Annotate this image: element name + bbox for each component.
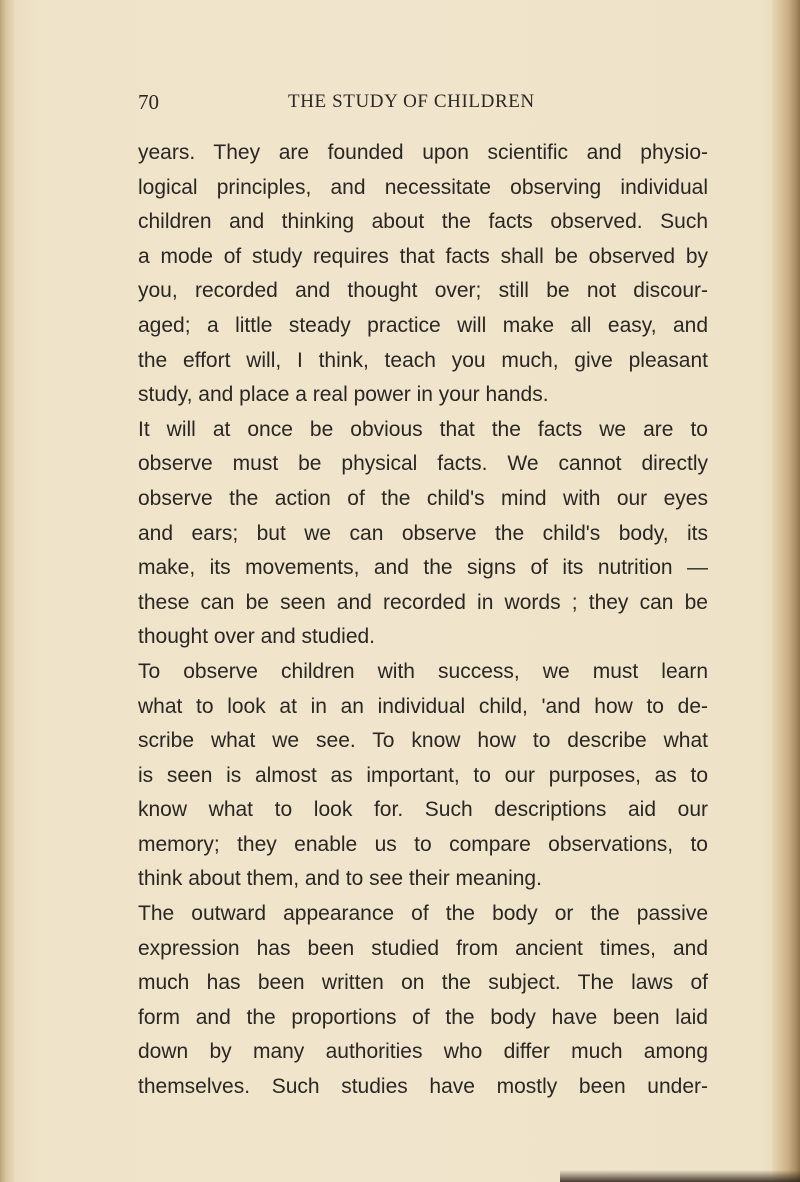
text-line: The outward appearance of the body or the passive (138, 902, 708, 926)
page-right-edge (772, 0, 800, 1182)
text-line: and ears; but we can observe the child's body, its (138, 521, 708, 545)
text-line: study, and place a real power in your hands. (138, 383, 549, 407)
text-line: is seen is almost as important, to our purposes, as to (138, 763, 708, 787)
text-line: much has been written on the subject. The laws of (138, 971, 708, 995)
text-line: form and the proportions of the body have been laid (138, 1005, 708, 1029)
page-number: 70 (138, 90, 159, 114)
text-line: thought over and studied. (138, 625, 376, 649)
text-line: make, its movements, and the signs of its nutrition — (138, 556, 708, 580)
text-line: these can be seen and recorded in words ; they can be (138, 590, 708, 614)
page-header (138, 88, 706, 116)
text-line: know what to look for. Such descriptions aid our (138, 798, 708, 822)
page-left-edge (0, 0, 14, 1182)
text-line: what to look at in an individual child, 'and how to de- (138, 694, 708, 718)
text-line: a mode of study requires that facts shall be observed by (138, 244, 708, 268)
text-line: observe must be physical facts. We cannot directly (138, 452, 708, 476)
text-line: observe the action of the child's mind with our eyes (138, 486, 708, 510)
running-title: THE STUDY OF CHILDREN (288, 91, 535, 112)
text-line: logical principles, and necessitate observing individual (138, 175, 708, 199)
text-line: years. They are founded upon scientific and physio- (138, 141, 708, 164)
text-line: think about them, and to see their meaning. (138, 867, 542, 891)
text-line: aged; a little steady practice will make all easy, and (138, 313, 708, 337)
text-line: scribe what we see. To know how to describe what (138, 729, 708, 753)
text-line: children and thinking about the facts observed. Such (138, 210, 708, 234)
text-line: expression has been studied from ancient times, and (138, 936, 708, 960)
text-line: To observe children with success, we must learn (138, 659, 708, 683)
text-line: themselves. Such studies have mostly been under- (138, 1075, 708, 1099)
text-line: the effort will, I think, teach you much, give pleasant (138, 348, 708, 372)
text-line: you, recorded and thought over; still be not discour- (138, 279, 708, 303)
text-line: down by many authorities who differ much among (138, 1040, 708, 1064)
text-line: memory; they enable us to compare observations, to (138, 832, 708, 856)
page-bottom-shadow (560, 1170, 800, 1182)
body-text (138, 136, 708, 1105)
text-line: It will at once be obvious that the facts we are to (138, 417, 708, 441)
